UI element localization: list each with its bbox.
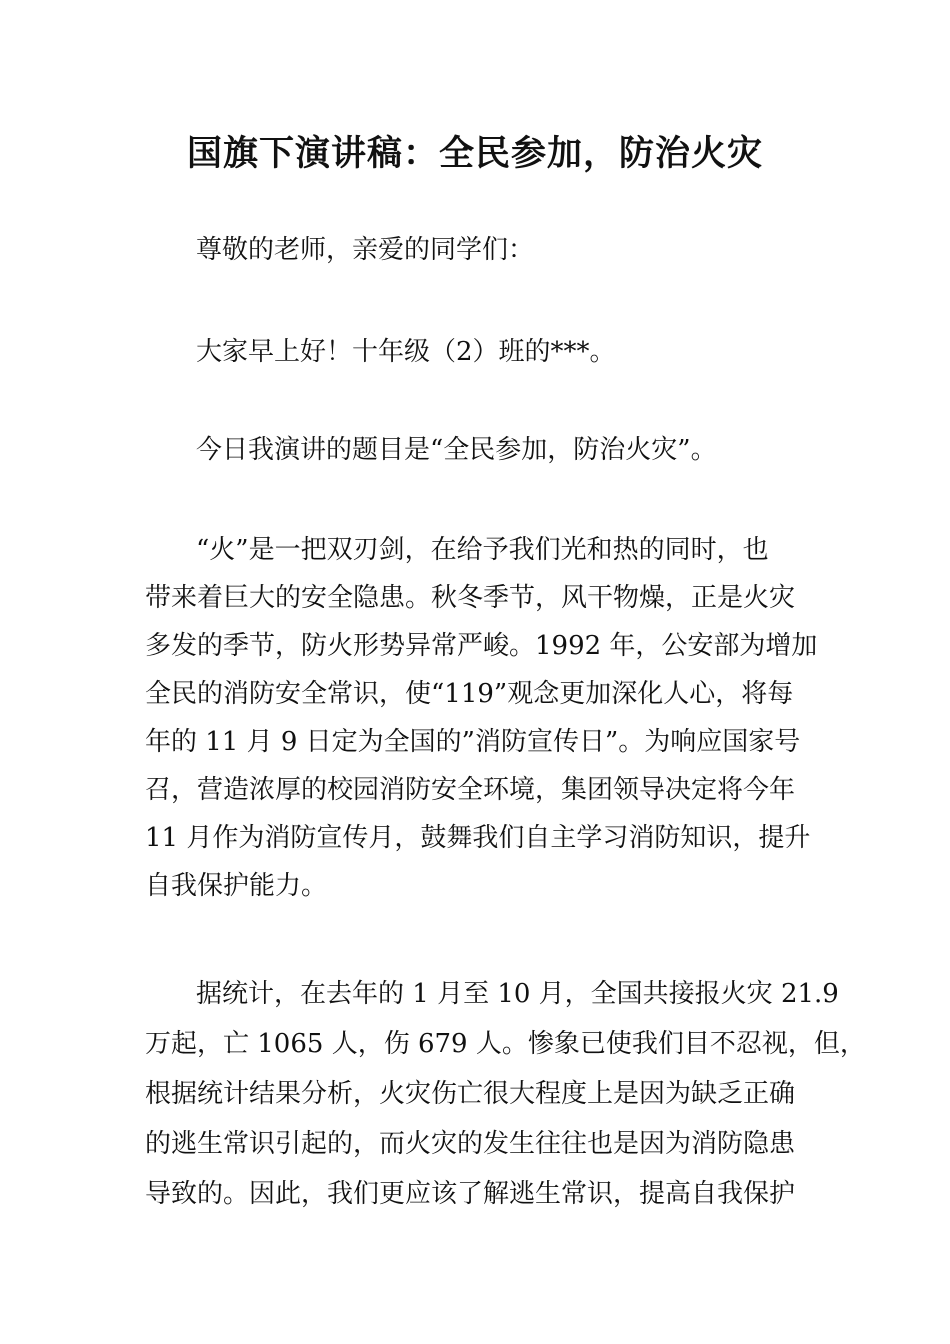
paragraph2-line: 据统计，在去年的 1 月至 10 月，全国共接报火灾 21.9	[196, 979, 839, 1009]
paragraph2-line: 导致的。因此，我们更应该了解逃生常识，提高自我保护	[145, 1179, 796, 1209]
greeting-line: 尊敬的老师，亲爱的同学们：	[196, 235, 535, 265]
paragraph1-line: 11 月作为消防宣传月，鼓舞我们自主学习消防知识，提升	[145, 823, 811, 853]
paragraph2-line: 的逃生常识引起的，而火灾的发生往往也是因为消防隐患	[145, 1129, 796, 1159]
paragraph1-line: 年的 11 月 9 日定为全国的”消防宣传日”。为响应国家号	[145, 727, 801, 757]
paragraph1-line: 带来着巨大的安全隐患。秋冬季节，风干物燥，正是火灾	[145, 583, 796, 613]
paragraph1-line: “火”是一把双刃剑，在给予我们光和热的同时，也	[196, 535, 769, 565]
paragraph1-line: 自我保护能力。	[145, 871, 328, 901]
paragraph2-line: 万起，亡 1065 人，伤 679 人。惨象已使我们目不忍视，但，	[145, 1029, 866, 1059]
topic-line: 今日我演讲的题目是“全民参加，防治火灾”。	[196, 435, 717, 465]
paragraph1-line: 召，营造浓厚的校园消防安全环境，集团领导决定将今年	[145, 775, 796, 805]
paragraph1-line: 多发的季节，防火形势异常严峻。1992 年，公安部为增加	[145, 631, 818, 661]
intro-line: 大家早上好！十年级（2）班的***。	[196, 337, 616, 367]
paragraph1-line: 全民的消防安全常识，使“119”观念更加深化人心，将每	[145, 679, 794, 709]
paragraph2-line: 根据统计结果分析，火灾伤亡很大程度上是因为缺乏正确	[145, 1079, 796, 1109]
document-title: 国旗下演讲稿：全民参加，防治火灾	[186, 134, 763, 174]
